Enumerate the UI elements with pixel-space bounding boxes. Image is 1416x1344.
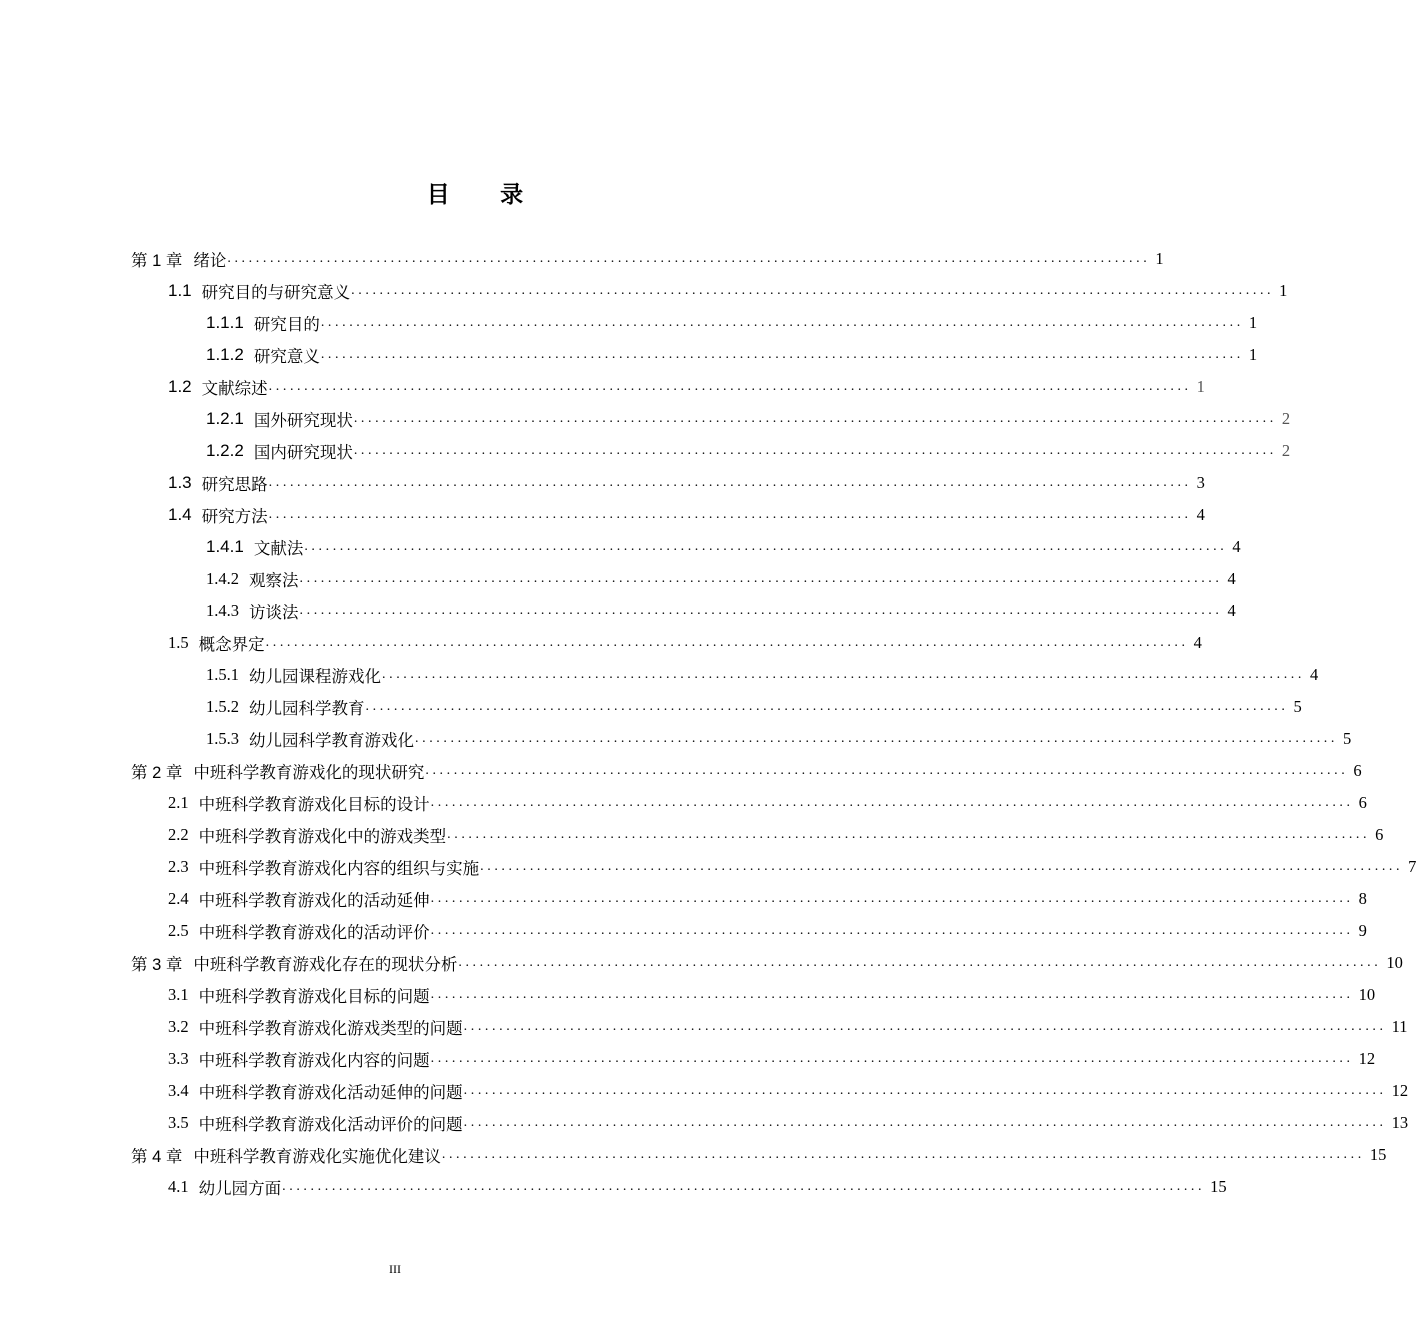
toc-entry-page: 1 [1196, 377, 1205, 396]
dot-leader: .................................................................................................................................. [415, 731, 1338, 746]
toc-entry-text: 中班科学教育游戏化的活动评价 [198, 923, 430, 942]
toc-entry-number: 3.4 [168, 1081, 189, 1100]
toc-entry[interactable] [206, 659, 1319, 691]
toc-entry-text: 幼儿园科学教育游戏化 [249, 731, 414, 750]
toc-entry-text: 研究目的与研究意义 [201, 283, 351, 302]
dot-leader: .................................................................................................................................. [304, 539, 1228, 554]
toc-entry-number: 3.2 [168, 1017, 189, 1036]
toc-entry-page: 7 [1408, 857, 1416, 876]
dot-leader: .................................................................................................................................. [447, 827, 1371, 842]
toc-entry[interactable] [168, 851, 1416, 883]
toc-entry-text: 中班科学教育游戏化存在的现状分析 [193, 956, 458, 974]
toc-entry-text: 中班科学教育游戏化实施优化建议 [193, 1148, 441, 1166]
dot-leader: .................................................................................................................................. [282, 1179, 1206, 1194]
toc-entry-number: 1.1 [168, 281, 192, 300]
toc-entry-page: 4 [1193, 633, 1202, 652]
toc-entry-text: 中班科学教育游戏化的活动延伸 [198, 891, 430, 910]
toc-entry[interactable] [168, 1075, 1409, 1107]
toc-entry-text: 中班科学教育游戏化游戏类型的问题 [198, 1019, 463, 1038]
toc-entry[interactable] [168, 1043, 1376, 1075]
toc-entry[interactable] [131, 947, 1403, 979]
toc-entry-text: 观察法 [249, 571, 299, 590]
toc-entry-text: 文献法 [253, 539, 304, 558]
toc-entry-number: 2.1 [168, 793, 189, 812]
toc-entry-number: 2.3 [168, 857, 189, 876]
toc-entry-number: 1.5.3 [206, 729, 239, 748]
toc-entry[interactable] [206, 531, 1241, 563]
dot-leader: .................................................................................................................................. [430, 987, 1354, 1002]
dot-leader: .................................................................................................................................. [268, 379, 1192, 394]
dot-leader: .................................................................................................................................. [463, 1083, 1387, 1098]
toc-entry-number: 3.5 [168, 1113, 189, 1132]
toc-entry-page: 15 [1210, 1177, 1227, 1196]
toc-entry-page: 1 [1155, 249, 1164, 268]
toc-entry-number: 1.4.3 [206, 601, 239, 620]
toc-entry-page: 6 [1375, 825, 1384, 844]
dot-leader: .................................................................................................................................. [227, 251, 1151, 266]
toc-entry-page: 11 [1391, 1017, 1408, 1036]
toc-entry-page: 12 [1358, 1049, 1376, 1068]
toc-entry-text: 研究思路 [201, 475, 268, 494]
dot-leader: .................................................................................................................................. [458, 955, 1382, 970]
toc-entry-text: 国内研究现状 [253, 443, 353, 462]
toc-entry[interactable] [168, 979, 1376, 1011]
toc-entry-page: 2 [1281, 441, 1291, 460]
dot-leader: .................................................................................................................................. [430, 891, 1354, 906]
toc-entry[interactable] [206, 691, 1302, 723]
toc-entry[interactable] [206, 595, 1236, 627]
toc-entry[interactable] [168, 883, 1367, 915]
toc-entry[interactable] [206, 723, 1352, 755]
toc-entry[interactable] [168, 467, 1205, 499]
toc-entry-number: 1.4.1 [206, 537, 244, 556]
toc-entry-text: 中班科学教育游戏化目标的问题 [198, 987, 430, 1006]
toc-entry-text: 中班科学教育游戏化目标的设计 [198, 795, 430, 814]
toc-entry[interactable] [168, 915, 1367, 947]
toc-entry-number: 2.2 [168, 825, 189, 844]
toc-entry[interactable] [131, 243, 1164, 275]
toc-entry-page: 4 [1227, 569, 1236, 588]
toc-entry-page: 5 [1293, 697, 1302, 716]
toc-entry[interactable] [131, 1139, 1387, 1171]
dot-leader: .................................................................................................................................. [320, 347, 1244, 362]
toc-entry[interactable] [168, 499, 1205, 531]
dot-leader: .................................................................................................................................. [299, 571, 1223, 586]
toc-entry-number: 第 1 章 [131, 252, 183, 270]
dot-leader: .................................................................................................................................. [480, 859, 1404, 874]
toc-entry-number: 1.4 [168, 505, 192, 524]
toc-entry-text: 中班科学教育游戏化活动延伸的问题 [198, 1083, 463, 1102]
dot-leader: .................................................................................................................................. [265, 635, 1189, 650]
dot-leader: .................................................................................................................................. [365, 699, 1289, 714]
toc-entry-number: 4.1 [168, 1177, 189, 1196]
dot-leader: .................................................................................................................................. [425, 763, 1349, 778]
dot-leader: .................................................................................................................................. [382, 667, 1305, 682]
toc-entry[interactable] [168, 371, 1205, 403]
toc-entry[interactable] [131, 755, 1362, 787]
toc-entry-number: 1.2.1 [206, 409, 244, 428]
toc-entry-page: 15 [1369, 1145, 1387, 1164]
toc-entry[interactable] [206, 563, 1236, 595]
toc-entry-page: 5 [1343, 729, 1352, 748]
dot-leader: .................................................................................................................................. [268, 507, 1192, 522]
toc-entry-number: 1.3 [168, 473, 192, 492]
toc-entry-page: 12 [1391, 1081, 1409, 1100]
toc-entry-page: 4 [1227, 601, 1236, 620]
toc-entry[interactable] [206, 339, 1258, 371]
toc-entry-text: 国外研究现状 [253, 411, 353, 430]
toc-entry-page: 1 [1279, 281, 1288, 300]
dot-leader: .................................................................................................................................. [299, 603, 1223, 618]
toc-entry[interactable] [206, 307, 1258, 339]
toc-entry[interactable] [168, 1107, 1409, 1139]
toc-entry-text: 研究目的 [253, 315, 320, 334]
toc-entry-text: 中班科学教育游戏化的现状研究 [193, 764, 425, 782]
toc-entry-text: 中班科学教育游戏化内容的组织与实施 [198, 859, 480, 878]
toc-entry-number: 1.5.1 [206, 665, 239, 684]
dot-leader: .................................................................................................................................. [353, 443, 1277, 458]
toc-entry-number: 1.4.2 [206, 569, 239, 588]
toc-entry-page: 8 [1358, 889, 1367, 908]
toc-entry-text: 中班科学教育游戏化中的游戏类型 [198, 827, 447, 846]
toc-entry-number: 3.1 [168, 985, 189, 1004]
dot-leader: .................................................................................................................................. [430, 1051, 1354, 1066]
toc-entry-text: 中班科学教育游戏化内容的问题 [198, 1051, 430, 1070]
toc-entry-number: 1.2 [168, 377, 192, 396]
toc-entry-page: 4 [1232, 537, 1241, 556]
toc-entry-text: 绪论 [193, 252, 227, 270]
toc-entry[interactable] [206, 403, 1291, 435]
toc-entry-page: 6 [1358, 793, 1367, 812]
dot-leader: .................................................................................................................................. [268, 475, 1192, 490]
toc-entry[interactable] [168, 627, 1202, 659]
toc-entry-text: 幼儿园科学教育 [249, 699, 365, 718]
dot-leader: .................................................................................................................................. [430, 795, 1354, 810]
dot-leader: .................................................................................................................................. [320, 315, 1244, 330]
dot-leader: .................................................................................................................................. [463, 1115, 1387, 1130]
page-number: III [389, 1262, 401, 1276]
toc-entry-number: 第 2 章 [131, 764, 183, 782]
toc-entry-text: 幼儿园方面 [198, 1179, 282, 1198]
toc-entry[interactable] [168, 1011, 1408, 1043]
toc-entry-number: 第 4 章 [131, 1148, 183, 1166]
dot-leader: .................................................................................................................................. [441, 1147, 1365, 1162]
dot-leader: .................................................................................................................................. [463, 1019, 1387, 1034]
toc-entry-page: 2 [1281, 409, 1291, 428]
toc-entry-text: 中班科学教育游戏化活动评价的问题 [198, 1115, 463, 1134]
toc-entry-text: 访谈法 [249, 603, 299, 622]
toc-entry-page: 4 [1196, 505, 1205, 524]
toc-entry-page: 10 [1386, 953, 1403, 972]
toc-entry-number: 第 3 章 [131, 956, 183, 974]
toc-entry[interactable] [168, 275, 1288, 307]
toc-entry-page: 4 [1310, 665, 1319, 684]
toc-entry-text: 研究方法 [201, 507, 268, 526]
toc-entry-number: 2.5 [168, 921, 189, 940]
toc-entry[interactable] [168, 787, 1367, 819]
toc-title: 目 录 [426, 181, 546, 207]
toc-entry[interactable] [168, 819, 1384, 851]
toc-entry-page: 10 [1358, 985, 1376, 1004]
toc-entry-number: 1.2.2 [206, 441, 244, 460]
toc-entry-text: 概念界定 [198, 635, 265, 654]
toc-entry[interactable] [206, 435, 1291, 467]
toc-entry-number: 1.5 [168, 633, 189, 652]
toc-entry-page: 3 [1196, 473, 1205, 492]
dot-leader: .................................................................................................................................. [353, 411, 1277, 426]
toc-entry-page: 1 [1248, 313, 1258, 332]
dot-leader: .................................................................................................................................. [430, 923, 1354, 938]
toc-entry-number: 1.1.2 [206, 345, 244, 364]
toc-entry-number: 3.3 [168, 1049, 189, 1068]
dot-leader: .................................................................................................................................. [351, 283, 1275, 298]
toc-entry-text: 研究意义 [253, 347, 320, 366]
toc-entry-page: 6 [1353, 761, 1362, 780]
toc-entry-text: 文献综述 [201, 379, 268, 398]
toc-entry-page: 1 [1248, 345, 1258, 364]
toc-entry-page: 9 [1358, 921, 1367, 940]
toc-entry-number: 1.5.2 [206, 697, 239, 716]
toc-entry-number: 2.4 [168, 889, 189, 908]
toc-entry[interactable] [168, 1171, 1227, 1203]
toc-entry-page: 13 [1391, 1113, 1409, 1132]
toc-entry-text: 幼儿园课程游戏化 [249, 667, 381, 686]
toc-entry-number: 1.1.1 [206, 313, 244, 332]
